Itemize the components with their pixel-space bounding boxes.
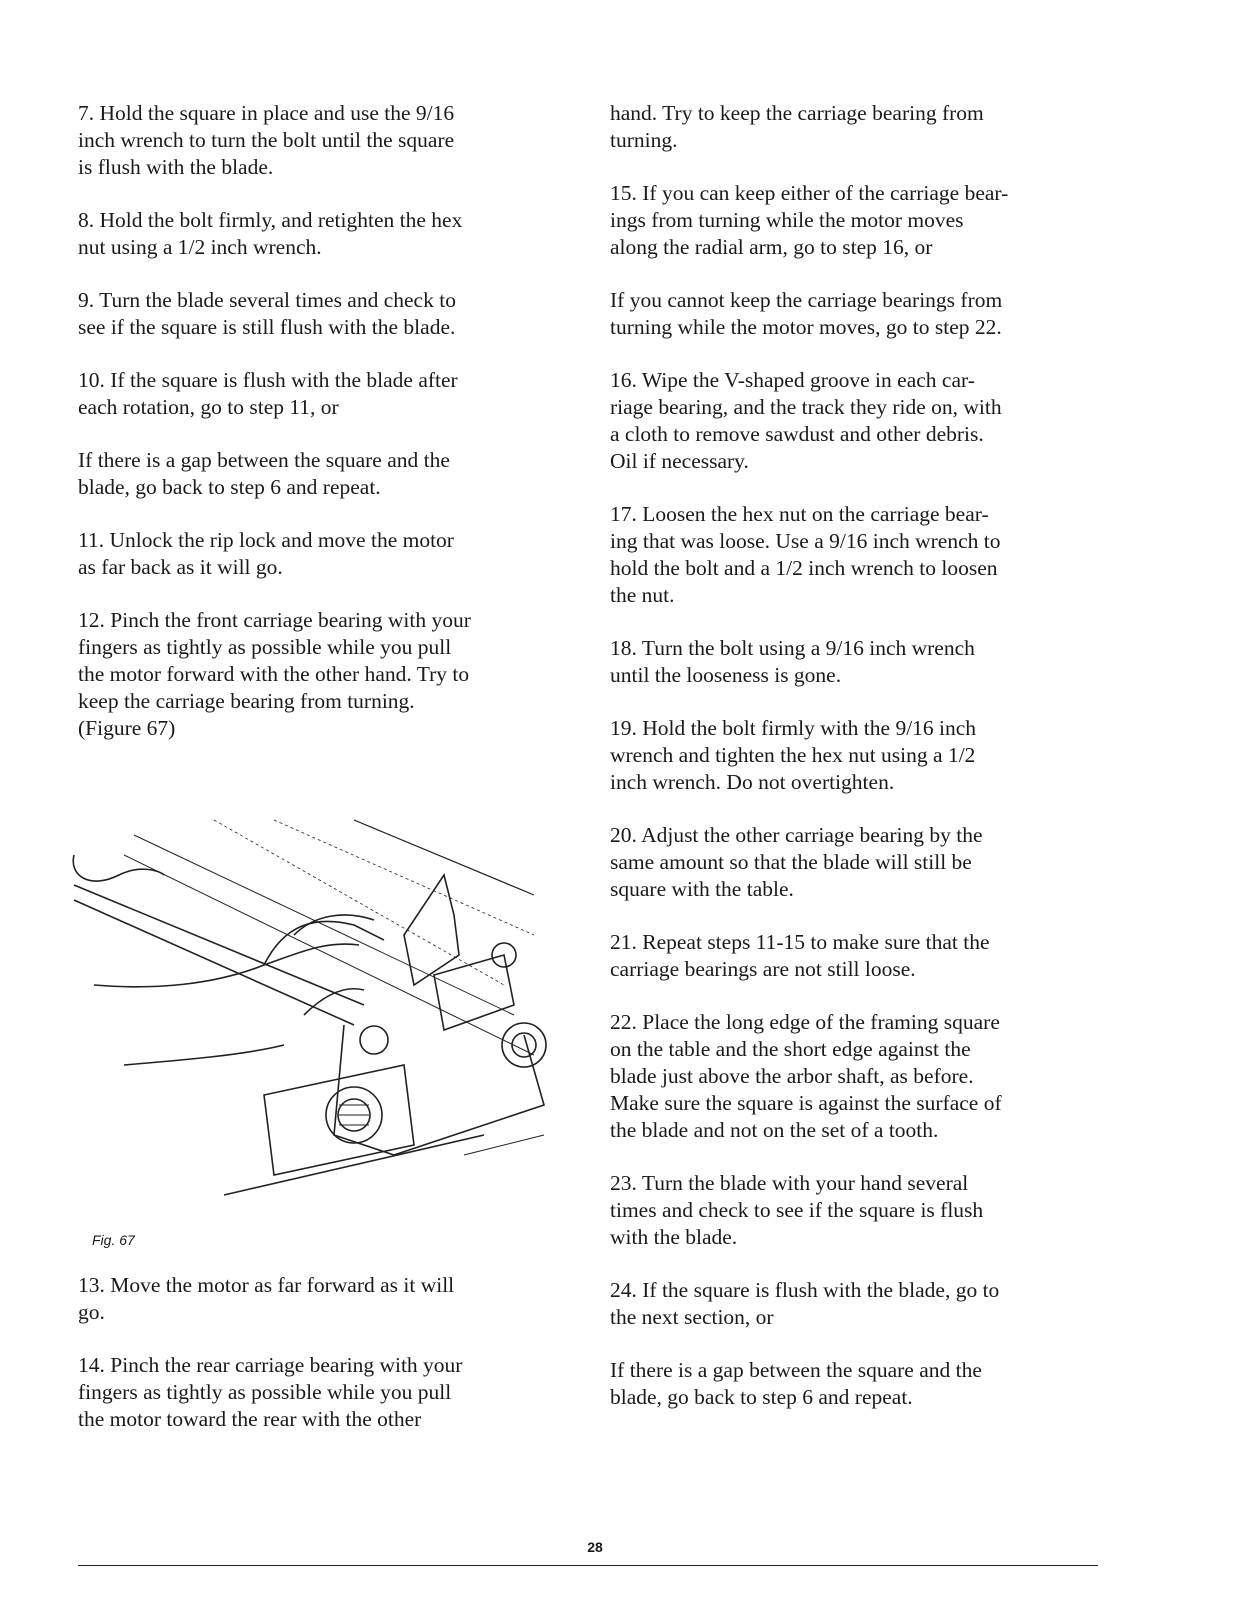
step-24: 24. If the square is flush with the blade, go to the next section, or [610,1278,1000,1329]
left-bottom-text [78,1272,558,1459]
step-15: 15. If you can keep either of the carriage bear- ings from turning while the motor moves along the radial arm, go to step 16, or [610,181,1009,259]
page-number: 28 [587,1539,603,1555]
step-10: 10. If the square is flush with the blade after each rotation, go to step 11, or [78,368,458,419]
step-10-alternative: If there is a gap between the square and the blade, go back to step 6 and repeat. [78,448,450,499]
step-9: 9. Turn the blade several times and check to see if the square is still flush with the blade. [78,288,456,339]
step-13: 13. Move the motor as far forward as it will go. [78,1273,455,1324]
step-18: 18. Turn the bolt using a 9/16 inch wrench until the looseness is gone. [610,636,975,687]
step-24-alternative: If there is a gap between the square and the blade, go back to step 6 and repeat. [610,1358,982,1409]
step-14: 14. Pinch the rear carriage bearing with your fingers as tightly as possible while you pull the motor toward the rear with the other [78,1353,463,1431]
step-12: 12. Pinch the front carriage bearing with your fingers as tightly as possible while you pull the motor forward with the other hand. Try to keep the carriage bearing from turning. (Figure 67) [78,608,471,740]
step-17: 17. Loosen the hex nut on the carriage bear- ing that was loose. Use a 9/16 inch wrench to hold the bolt and a 1/2 inch wrench to loosen the nut. [610,502,1001,607]
step-19: 19. Hold the bolt firmly with the 9/16 inch wrench and tighten the hex nut using a 1/2 inch wrench. Do not overtighten. [610,716,977,794]
step-20: 20. Adjust the other carriage bearing by the same amount so that the blade will still be square with the table. [610,823,983,901]
step-23: 23. Turn the blade with your hand several times and check to see if the square is flush with the blade. [610,1171,984,1249]
step-21: 21. Repeat steps 11-15 to make sure that the carriage bearings are not still loose. [610,930,990,981]
step-8: 8. Hold the bolt firmly, and retighten the hex nut using a 1/2 inch wrench. [78,208,463,259]
right-column [610,100,1130,1437]
footer-rule [78,1565,1098,1566]
step-7: 7. Hold the square in place and use the 9/16 inch wrench to turn the bolt until the square is flush with the blade. [78,101,455,179]
left-column [78,100,558,768]
step-15-alternative: If you cannot keep the carriage bearings from turning while the motor moves, go to step 22. [610,288,1003,339]
figure-label: Fig. 67 [92,1232,135,1248]
step-16: 16. Wipe the V-shaped groove in each car- riage bearing, and the track they ride on, with a cloth to remove sawdust and other debris. Oil if necessary. [610,368,1002,473]
step-22: 22. Place the long edge of the framing square on the table and the short edge against the blade just above the arbor shaft, as before. Make sure the square is against the surface of the blade and not on the set of a tooth. [610,1010,1002,1142]
figure-67-illustration [64,815,554,1215]
step-11: 11. Unlock the rip lock and move the motor as far back as it will go. [78,528,454,579]
step-14-continued: hand. Try to keep the carriage bearing from turning. [610,101,984,152]
